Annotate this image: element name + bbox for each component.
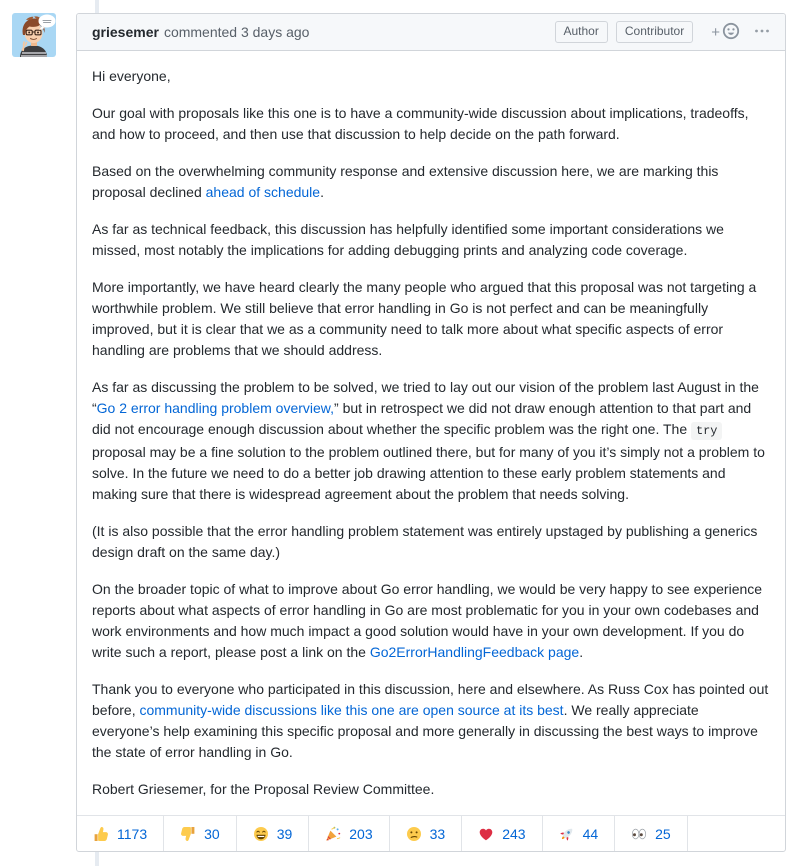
thumbs-up-icon bbox=[93, 826, 109, 842]
text-run: . We really appreciate everyone’s help examining this specific proposal and more generally in discussing the best ways to improve the state of error handling in Go. bbox=[92, 702, 758, 760]
text-run: Based on the overwhelming community response and extensive discussion here, we are marking this proposal declined bbox=[92, 163, 719, 200]
hooray-icon bbox=[325, 826, 341, 842]
inline-code: try bbox=[691, 422, 722, 440]
inline-link[interactable]: Go 2 error handling problem overview, bbox=[96, 400, 335, 416]
comment-timestamp[interactable]: commented 3 days ago bbox=[163, 24, 310, 40]
comment-body bbox=[77, 51, 785, 815]
text-run: . bbox=[320, 184, 324, 200]
reaction-rocket-button[interactable] bbox=[543, 816, 616, 851]
text-run: As far as technical feedback, this discussion has helpfully identified some important considerations we missed, most notably the implications for adding debugging prints and analyzing code coverage. bbox=[92, 221, 724, 258]
text-run: Our goal with proposals like this one is to have a community-wide discussion about implications, tradeoffs, and how to proceed, and then use that discussion to help decide on the path forward. bbox=[92, 105, 749, 142]
comment-paragraph bbox=[92, 779, 770, 800]
comment-paragraph bbox=[92, 103, 770, 145]
reaction-count: 1173 bbox=[117, 825, 148, 842]
reaction-count: 25 bbox=[655, 825, 671, 842]
eyes-icon bbox=[631, 826, 647, 842]
text-run: On the broader topic of what to improve about Go error handling, we would be very happy to see experience reports about what aspects of error handling in Go are most problematic for you in your own codebases and work environments and how much impact a good solution would have in your own development. If you do write such a report, please post a link on the bbox=[92, 581, 763, 660]
reaction-count: 243 bbox=[502, 825, 526, 842]
reaction-hooray-button[interactable] bbox=[309, 816, 389, 851]
text-run: Thank you to everyone who participated in this discussion, here and elsewhere. As Russ Cox has pointed out before, bbox=[92, 681, 769, 718]
author-badge: Author bbox=[555, 21, 608, 43]
comment-author[interactable]: griesemer bbox=[92, 24, 159, 40]
inline-link[interactable]: ahead of schedule bbox=[205, 184, 321, 200]
text-run: (It is also possible that the error handling problem statement was entirely upstaged by publishing a generics design draft on the same day.) bbox=[92, 523, 758, 560]
heart-icon bbox=[478, 826, 494, 842]
text-run: More importantly, we have heard clearly the many people who argued that this proposal was not targeting a worthwhile problem. We still believe that error handling in Go is not perfect and can be meaningfully improved, but it is clear that we as a community need to talk more about what specific aspects of error handling are problems that we should address. bbox=[92, 279, 757, 358]
text-run: proposal may be a fine solution to the problem outlined there, but for many of you it’s simply not a problem to solve. In the future we need to do a better job drawing attention to these early problem statements and making sure that there is widespread agreement about the problem that needs solving. bbox=[92, 444, 765, 502]
reaction-count: 30 bbox=[204, 825, 220, 842]
comment-paragraph bbox=[92, 521, 770, 563]
avatar-illustration bbox=[12, 13, 56, 57]
inline-link[interactable]: Go2ErrorHandlingFeedback page bbox=[369, 644, 580, 660]
comment-card bbox=[76, 13, 786, 852]
comment-paragraph bbox=[92, 679, 770, 763]
user-avatar[interactable] bbox=[12, 13, 56, 57]
comment-paragraph bbox=[92, 377, 770, 505]
reaction-thumbs-down-button[interactable] bbox=[164, 816, 237, 851]
reaction-thumbs-up-button[interactable] bbox=[77, 816, 164, 851]
text-run: Robert Griesemer, for the Proposal Review Committee. bbox=[92, 781, 435, 797]
comment-paragraph bbox=[92, 66, 770, 87]
reactions-bar bbox=[77, 815, 785, 851]
comment-paragraph bbox=[92, 219, 770, 261]
confused-icon bbox=[406, 826, 422, 842]
laugh-icon bbox=[253, 826, 269, 842]
reaction-confused-button[interactable] bbox=[390, 816, 463, 851]
reaction-count: 44 bbox=[582, 825, 599, 842]
comment-header-actions bbox=[547, 21, 771, 43]
comment-paragraph bbox=[92, 161, 770, 203]
smiley-icon bbox=[722, 22, 740, 43]
rocket-icon bbox=[559, 826, 575, 842]
thumbs-down-icon bbox=[180, 826, 196, 842]
comment-header bbox=[77, 14, 785, 51]
text-run: ” but in retrospect we did not draw enough attention to that part and did not encourage enough discussion about whether the specific problem was the right one. The bbox=[92, 400, 752, 437]
kebab-menu-button[interactable] bbox=[754, 23, 770, 42]
reaction-count: 33 bbox=[429, 825, 446, 842]
add-reaction-button[interactable] bbox=[711, 22, 740, 43]
comment-paragraph bbox=[92, 579, 770, 663]
reaction-heart-button[interactable] bbox=[462, 816, 542, 851]
contributor-badge: Contributor bbox=[616, 21, 693, 43]
plus-icon: + bbox=[711, 23, 720, 41]
text-run: As far as discussing the problem to be solved, we tried to lay out our vision of the problem last August in the “ bbox=[92, 379, 759, 416]
reaction-laugh-button[interactable] bbox=[237, 816, 310, 851]
kebab-icon bbox=[754, 23, 770, 42]
comment-paragraph bbox=[92, 277, 770, 361]
reaction-count: 39 bbox=[276, 825, 293, 842]
reaction-eyes-button[interactable] bbox=[615, 816, 688, 851]
text-run: . bbox=[579, 644, 584, 660]
reaction-count: 203 bbox=[349, 825, 373, 842]
text-run: Hi everyone, bbox=[92, 68, 171, 84]
inline-link[interactable]: community-wide discussions like this one are open source at its best bbox=[139, 702, 564, 718]
